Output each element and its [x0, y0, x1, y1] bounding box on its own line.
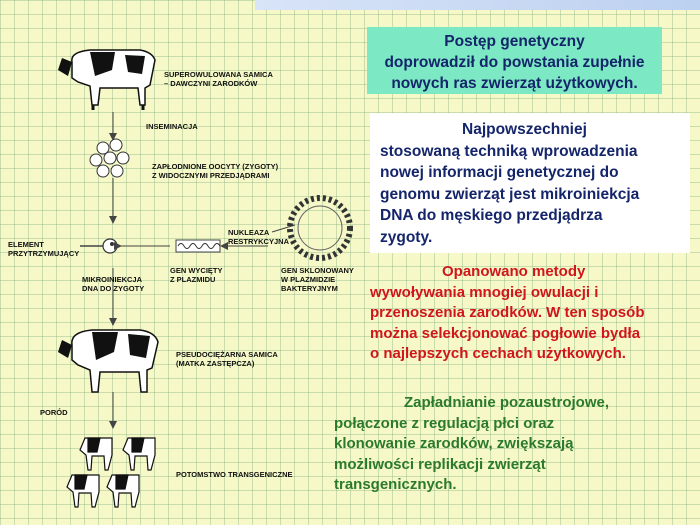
microinjection-icon — [80, 239, 170, 253]
text4-line: możliwości replikacji zwierząt — [334, 455, 546, 473]
box1-line: doprowadził do powstania zupełnie — [384, 54, 645, 71]
label-nuclease: NUKLEAZA RESTRYKCYJNA — [228, 228, 289, 246]
box1-line: Postęp genetyczny — [444, 33, 585, 50]
box2-line: nowej informacji genetycznej do — [380, 164, 619, 181]
surrogate-cow-icon — [58, 330, 158, 392]
calves-icon — [67, 438, 155, 507]
plasmid-icon — [290, 198, 350, 258]
text3-line: Opanowano metody — [442, 263, 586, 280]
box2-line: stosowaną techniką wprowadzenia — [380, 142, 638, 160]
text4-line: połączone z regulacją płci oraz — [334, 414, 555, 432]
label-female-donor: SUPEROWULOWANA SAMICA – DAWCZYNI ZARODKÓW — [164, 70, 273, 88]
label-insemination: INSEMINACJA — [146, 122, 198, 131]
label-birth: PORÓD — [40, 408, 68, 417]
microinjection-text-box — [370, 113, 690, 253]
cut-gene-icon — [176, 240, 220, 252]
box2-line: DNA do męskiego przedjądrza — [380, 207, 603, 224]
label-oocytes: ZAPŁODNIONE OOCYTY (ZYGOTY) Z WIDOCZNYMI PRZEDJĄDRAMI — [152, 162, 279, 180]
ovulation-text — [370, 262, 690, 365]
label-gene-cloned: GEN SKLONOWANY W PLAZMIDZIE BAKTERYJNYM — [281, 266, 354, 293]
box1-line: nowych ras zwierząt użytkowych. — [391, 75, 638, 92]
donor-cow-icon — [58, 50, 155, 110]
label-gene-cut: GEN WYCIĘTY Z PLAZMIDU — [170, 266, 223, 284]
box2-line: genomu zwierząt jest mikroiniekcja — [380, 185, 640, 203]
box2-line: Najpowszechniej — [462, 121, 587, 138]
text4-line: transgenicznych. — [334, 476, 457, 493]
text3-line: o najlepszych cechach użytkowych. — [370, 345, 626, 362]
text3-line: wywoływania mnogiej owulacji i — [370, 283, 599, 301]
text4-line: klonowanie zarodków, zwiększają — [334, 435, 574, 452]
text3-line: przenoszenia zarodków. W ten sposób — [370, 304, 645, 321]
label-holding-element: ELEMENT PRZYTRZYMUJĄCY — [8, 240, 80, 258]
text4-line: Zapładnianie pozaustrojowe, — [404, 394, 610, 411]
genetic-progress-box — [367, 27, 662, 94]
text3-line: można selekcjonować pogłowie bydła — [370, 324, 641, 342]
label-surrogate: PSEUDOCIĘŻARNA SAMICA (MATKA ZASTĘPCZA) — [176, 350, 278, 368]
oocytes-icon — [90, 139, 129, 177]
box2-line: zygoty. — [380, 228, 433, 246]
label-microinjection: MIKROINIEKCJA DNA DO ZYGOTY — [82, 275, 145, 293]
ivf-text — [334, 393, 664, 496]
label-offspring: POTOMSTWO TRANSGENICZNE — [176, 470, 293, 479]
